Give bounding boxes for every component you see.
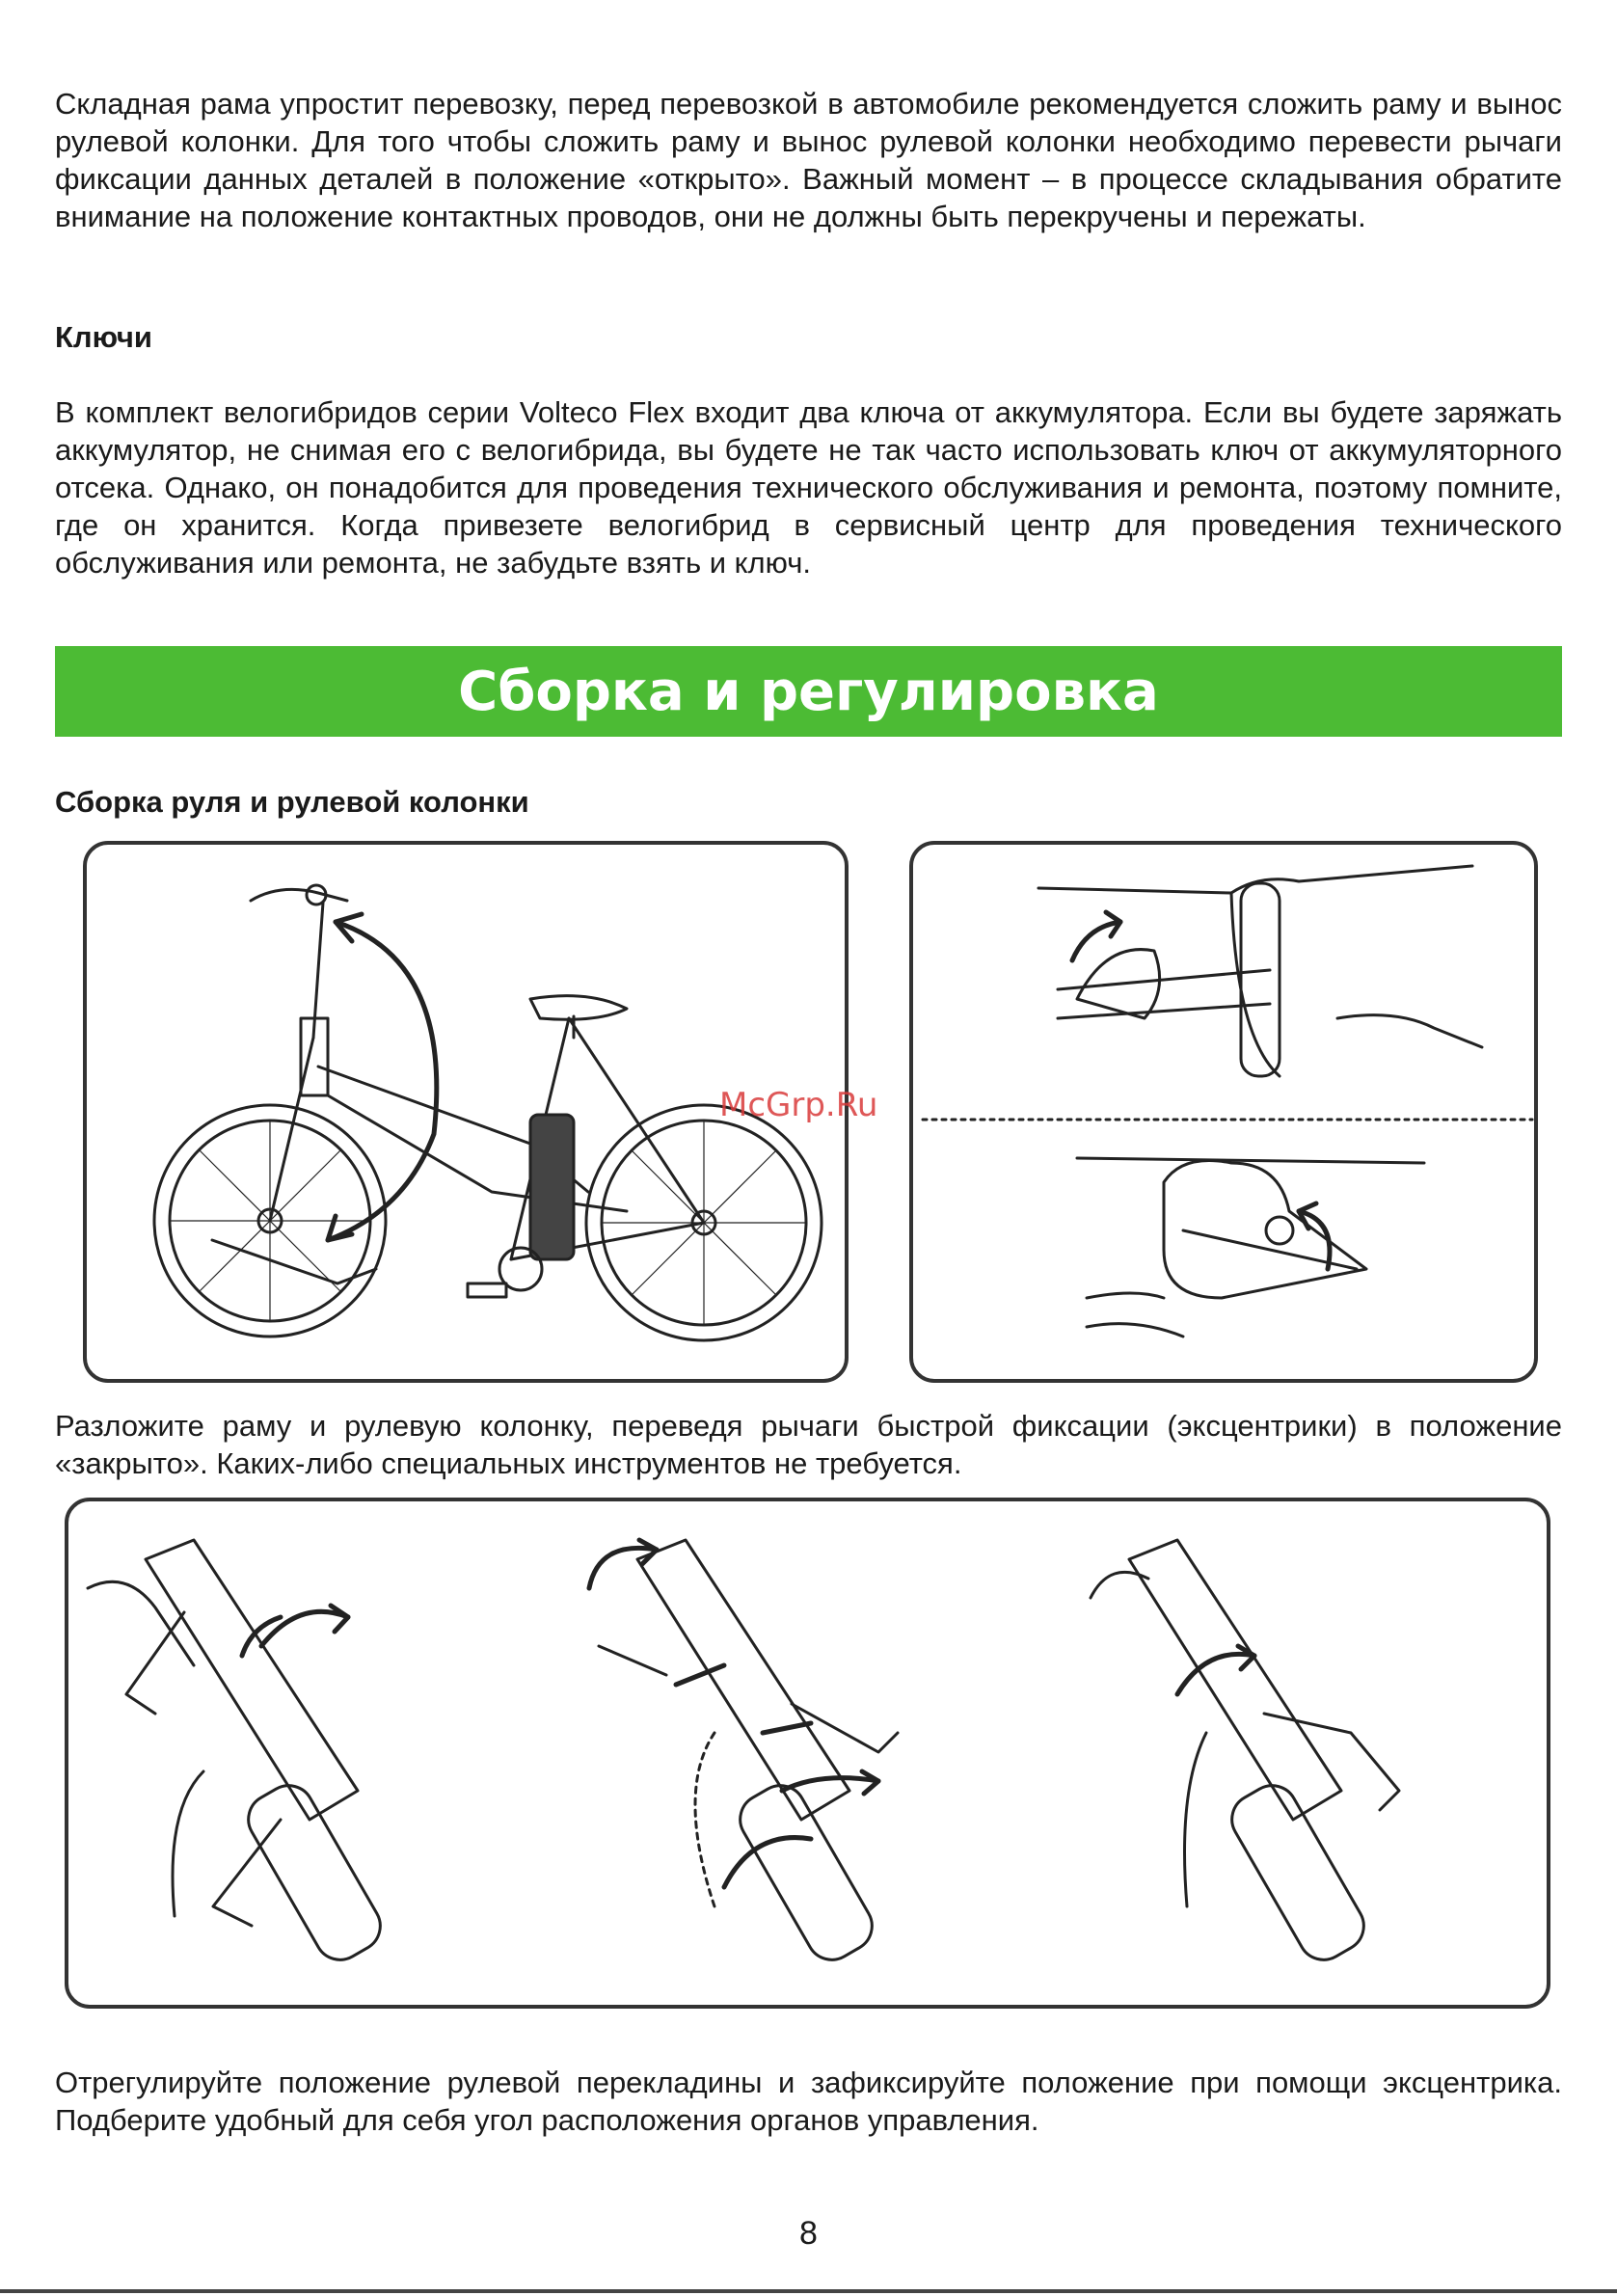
keys-paragraph: В комплект велогибридов серии Volteco Flex входит два ключа от аккумулятора. Если вы будете заряжать аккумулятор, не снимая его с велогибрида, вы будете не так часто использовать ключ от аккумуляторного отсека. Однако, он понадобится для проведения технического обслуживания и ремонта, поэтому помните, где он хранится. Когда привезете велогибрид в сервисный центр для проведения технического обслуживания или ремонта, не забудьте взять и ключ. bbox=[55, 395, 1562, 580]
page-number: 8 bbox=[799, 2215, 818, 2252]
lever-detail-illustration bbox=[909, 841, 1538, 1383]
section-banner: Сборка и регулировка bbox=[55, 646, 1562, 737]
unfold-paragraph: Разложите раму и рулевую колонку, переведя рычаги быстрой фиксации (эксцентрики) в положение «закрыто». Каких-либо специальных инструментов не требуется. bbox=[55, 1409, 1562, 1480]
handlebar-illustration bbox=[65, 1498, 1550, 2009]
footer-rule bbox=[0, 2289, 1617, 2293]
folding-paragraph: Складная рама упростит перевозку, перед перевозкой в автомобиле рекомендуется сложить раму и вынос рулевой колонки. Для того чтобы сложить раму и вынос рулевой колонки необходимо перевести рычаги фиксации данных деталей в положение «открыто». Важный момент – в процессе складывания обратите внимание на положение контактных проводов, они не должны быть перекручены и пережаты. bbox=[55, 87, 1562, 233]
keys-heading: Ключи bbox=[55, 320, 152, 354]
watermark: McGrp.Ru bbox=[719, 1086, 878, 1124]
subsection-heading: Сборка руля и рулевой колонки bbox=[55, 785, 529, 819]
adjust-paragraph: Отрегулируйте положение рулевой перекладины и зафиксируйте положение при помощи эксцентрика. Подберите удобный для себя угол расположения органов управления. bbox=[55, 2066, 1562, 2137]
